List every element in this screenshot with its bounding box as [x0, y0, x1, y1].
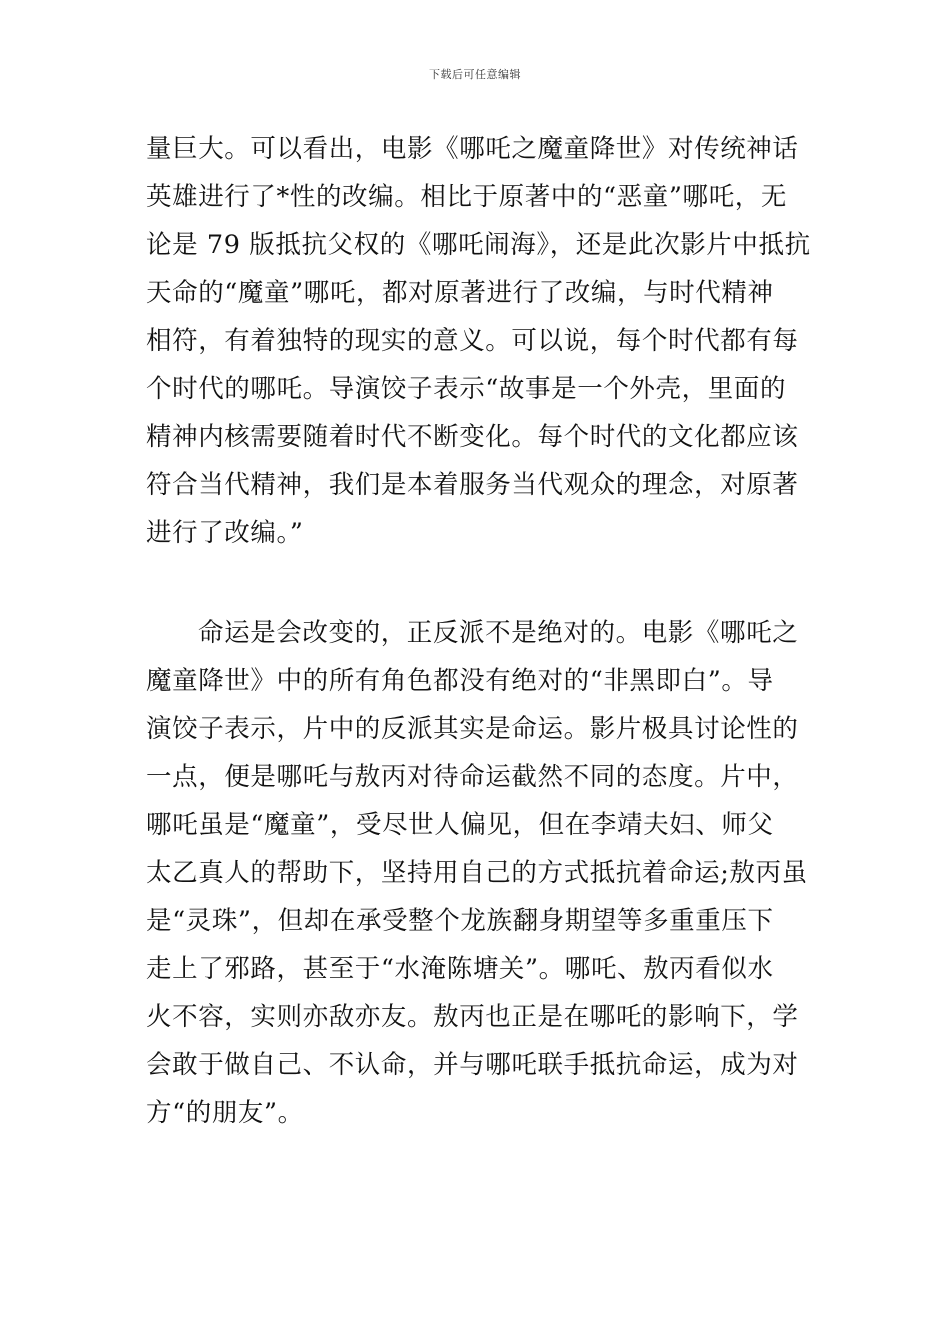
text-line: 会敢于做自己、不认命，并与哪吒联手抵抗命运，成为对 [146, 1050, 799, 1080]
text-line: 英雄进行了*性的改编。相比于原著中的“恶童”哪吒，无 [146, 182, 787, 212]
text-line: 演饺子表示，片中的反派其实是命运。影片极具讨论性的 [146, 714, 799, 744]
text-line: 天命的“魔童”哪吒，都对原著进行了改编，与时代精神 [146, 278, 774, 308]
text-line: 进行了改编。” [146, 518, 304, 548]
paragraph-1 [146, 125, 810, 557]
paragraph-2 [146, 609, 810, 1137]
text-line: 量巨大。可以看出，电影《哪吒之魔童降世》对传统神话 [146, 134, 799, 164]
page-header: 下载后可任意编辑 [429, 68, 521, 81]
text-line: 哪吒虽是“魔童”，受尽世人偏见，但在李靖夫妇、师父 [146, 810, 774, 840]
text-line: 精神内核需要随着时代不断变化。每个时代的文化都应该 [146, 422, 799, 452]
text-line: 是“灵珠”，但却在承受整个龙族翻身期望等多重重压下 [146, 906, 774, 936]
text-line: 太乙真人的帮助下，坚持用自己的方式抵抗着命运;敖丙虽 [146, 858, 808, 888]
text-line: 命运是会改变的，正反派不是绝对的。电影《哪吒之 [198, 618, 799, 648]
text-line: 火不容，实则亦敌亦友。敖丙也正是在哪吒的影响下，学 [146, 1002, 799, 1032]
document-body [146, 125, 810, 1137]
text-line: 一点，便是哪吒与敖丙对待命运截然不同的态度。片中， [146, 762, 799, 792]
text-line: 个时代的哪吒。导演饺子表示“故事是一个外壳，里面的 [146, 374, 787, 404]
text-line: 方“的朋友”。 [146, 1098, 304, 1128]
text-line: 相符，有着独特的现实的意义。可以说，每个时代都有每 [146, 326, 799, 356]
text-line: 论是 79 版抵抗父权的《哪吒闹海》，还是此次影片中抵抗 [146, 230, 811, 260]
text-line: 魔童降世》中的所有角色都没有绝对的“非黑即白”。导 [146, 666, 774, 696]
text-line: 符合当代精神，我们是本着服务当代观众的理念，对原著 [146, 470, 799, 500]
text-line: 走上了邪路，甚至于“水淹陈塘关”。哪吒、敖丙看似水 [146, 954, 774, 984]
